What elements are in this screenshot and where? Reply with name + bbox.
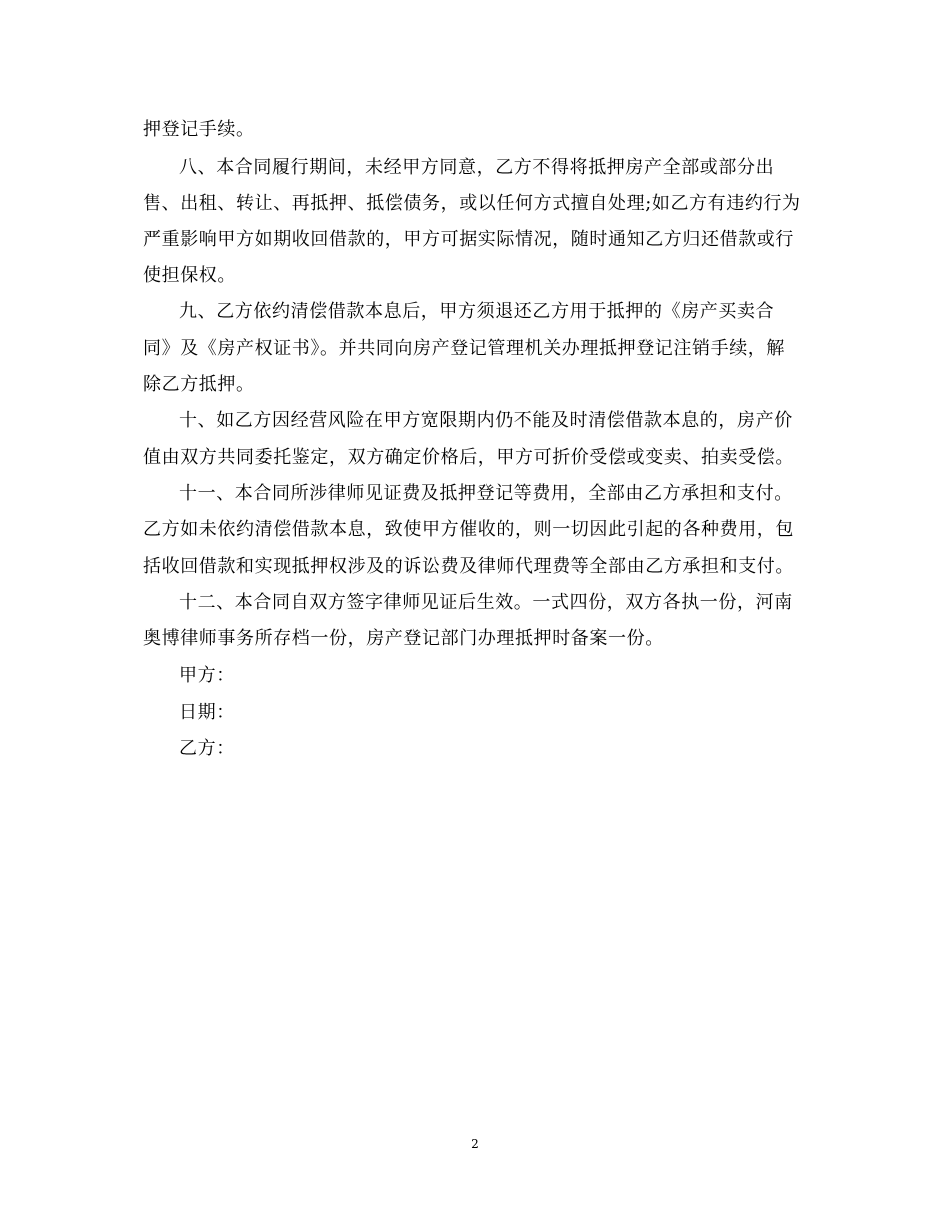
paragraph-line: 十一、本合同所涉律师见证费及抵押登记等费用，全部由乙方承担和支付。 xyxy=(179,483,793,504)
paragraph-line: 奥博律师事务所存档一份，房产登记部门办理抵押时备案一份。 xyxy=(143,628,664,649)
paragraph-line: 严重影响甲方如期收回借款的，甲方可据实际情况，随时通知乙方归还借款或行 xyxy=(143,229,794,250)
party-b-label: 乙方： xyxy=(179,738,235,759)
paragraph-line: 值由双方共同委托鉴定，双方确定价格后，甲方可折价受偿或变卖、拍卖受偿。 xyxy=(143,447,794,468)
paragraph-line: 十二、本合同自双方签字律师见证后生效。一式四份，双方各执一份，河南 xyxy=(179,592,793,613)
date-label: 日期： xyxy=(179,702,235,723)
paragraph-line: 除乙方抵押。 xyxy=(143,374,255,395)
paragraph-line: 括收回借款和实现抵押权涉及的诉讼费及律师代理费等全部由乙方承担和支付。 xyxy=(143,556,794,577)
paragraph-line: 售、出租、转让、再抵押、抵偿债务，或以任何方式擅自处理;如乙方有违约行为 xyxy=(143,193,801,214)
paragraph-line: 八、本合同履行期间，未经甲方同意，乙方不得将抵押房产全部或部分出 xyxy=(179,157,775,178)
paragraph-line: 同》及《房产权证书》。并共同向房产登记管理机关办理抵押登记注销手续，解 xyxy=(143,338,785,359)
party-a-label: 甲方： xyxy=(179,665,235,686)
page-number: 2 xyxy=(471,1137,479,1151)
paragraph-line: 十、如乙方因经营风险在甲方宽限期内仍不能及时清偿借款本息的，房产价 xyxy=(179,410,793,431)
paragraph-line: 乙方如未依约清偿借款本息，致使甲方催收的，则一切因此引起的各种费用，包 xyxy=(143,519,794,540)
paragraph-line: 使担保权。 xyxy=(143,265,236,286)
paragraph-line: 押登记手续。 xyxy=(143,119,255,140)
paragraph-line: 九、乙方依约清偿借款本息后，甲方须退还乙方用于抵押的《房产买卖合 xyxy=(179,301,775,322)
